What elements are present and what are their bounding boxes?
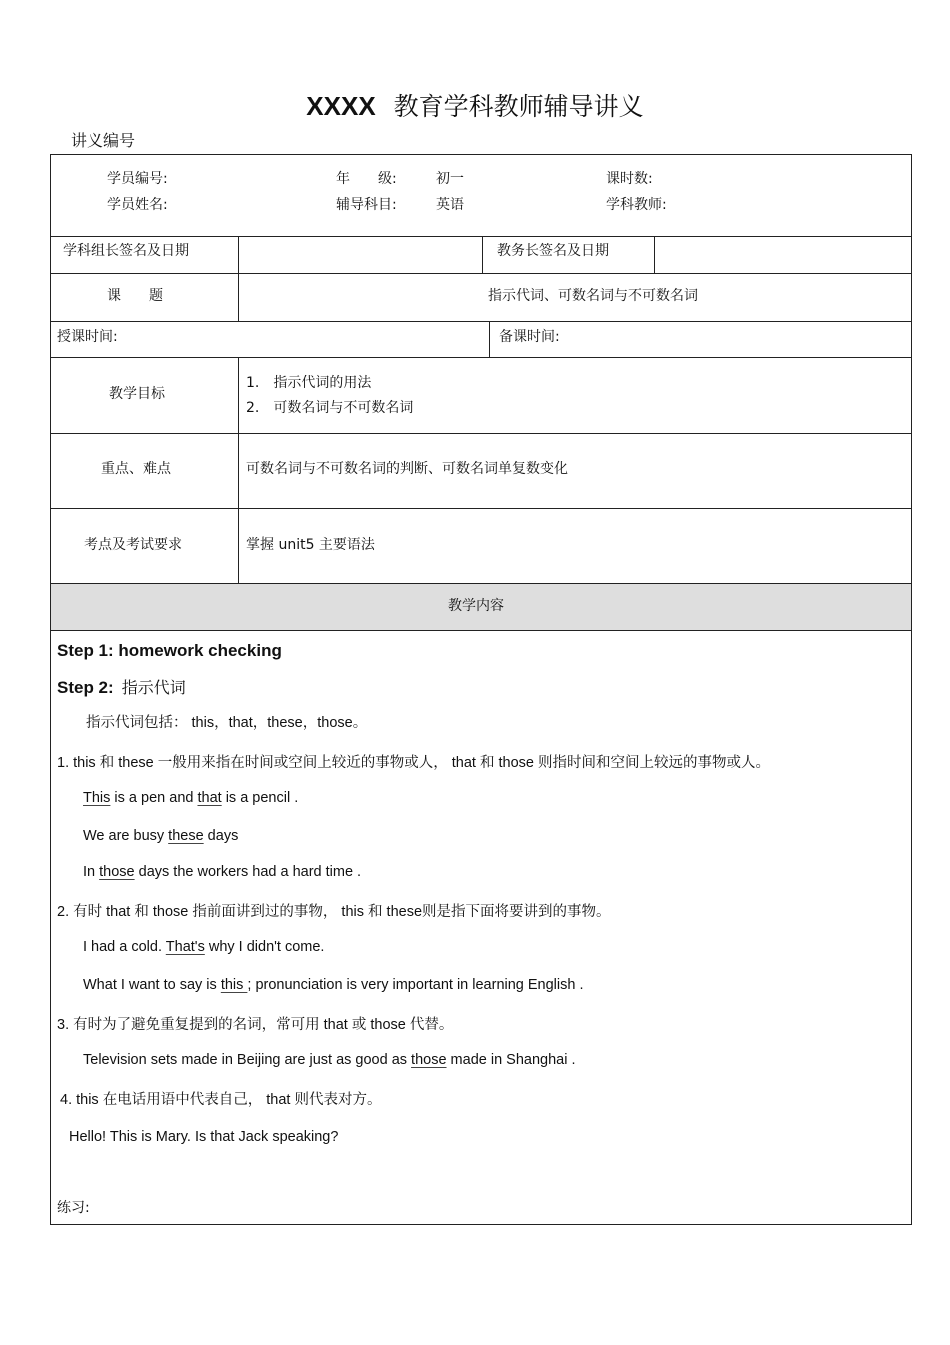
grade-value: 初一 <box>436 171 464 187</box>
title-brand: XXXX <box>306 91 376 121</box>
table-divider <box>50 583 912 584</box>
table-col-divider <box>482 236 483 274</box>
intro-text: 指示代词包括： this，that，these，those。 <box>86 715 368 731</box>
rule-4: 4. this 在电话用语中代表自己， that 则代表对方。 <box>60 1092 382 1108</box>
step2-sep: : <box>108 678 114 697</box>
example-line: We are busy these days <box>83 828 239 844</box>
step1-heading: Step 1: homework checking <box>57 641 282 660</box>
goal-label: 教学目标 <box>109 386 165 402</box>
rule-3: 3. 有时为了避免重复提到的名词，常可用 that 或 those 代替。 <box>57 1017 454 1033</box>
goal-item: 1. 指示代词的用法 <box>246 375 372 391</box>
table-divider <box>50 630 912 631</box>
table-divider <box>50 433 912 434</box>
rule-2: 2. 有时 that 和 those 指前面讲到过的事物， this 和 these则是指下面将要讲到的事物。 <box>57 904 611 920</box>
step2-label: Step 2 <box>57 678 109 697</box>
example-line: What I want to say is this ; pronunciation is very important in learning English . <box>83 977 584 993</box>
step2-title: 指示代词 <box>121 678 186 697</box>
student-name-label: 学员姓名: <box>107 197 168 213</box>
key-value: 可数名词与不可数名词的判断、可数名词单复数变化 <box>246 461 568 477</box>
table-col-divider <box>238 357 239 584</box>
topic-value: 指示代词、可数名词与不可数名词 <box>488 288 698 304</box>
exam-value: 掌握 unit5 主要语法 <box>246 537 375 553</box>
table-divider <box>50 357 912 358</box>
table-divider <box>50 236 912 237</box>
grade-label: 年 级: <box>336 171 397 187</box>
prep-time-label: 备课时间: <box>499 329 560 345</box>
subject-value: 英语 <box>436 197 464 213</box>
step2-heading <box>57 678 186 699</box>
teach-time-label: 授课时间: <box>57 329 118 345</box>
example-line: In those days the workers had a hard time . <box>83 864 362 880</box>
example-line: Television sets made in Beijing are just as good as those made in Shanghai . <box>83 1052 576 1068</box>
doc-number-label: 讲义编号 <box>71 131 136 150</box>
page-title <box>0 88 950 125</box>
title-text: 教育学科教师辅导讲义 <box>393 92 644 121</box>
student-no-label: 学员编号: <box>107 171 168 187</box>
key-label: 重点、难点 <box>101 461 171 477</box>
table-col-divider <box>238 236 239 322</box>
table-divider <box>50 321 912 322</box>
hours-label: 课时数: <box>606 171 653 187</box>
example-line: Hello! This is Mary. Is that Jack speaking? <box>69 1129 339 1145</box>
table-divider <box>50 273 912 274</box>
subject-label: 辅导科目: <box>336 197 397 213</box>
table-col-divider <box>489 321 490 358</box>
dean-sign-label: 教务长签名及日期 <box>497 243 609 259</box>
exam-label: 考点及考试要求 <box>84 537 182 553</box>
example-line: This is a pen and that is a pencil . <box>83 790 299 806</box>
topic-label: 课 题 <box>107 288 163 304</box>
goal-item: 2. 可数名词与不可数名词 <box>246 400 414 416</box>
table-divider <box>50 508 912 509</box>
example-line: I had a cold. That's why I didn't come. <box>83 939 325 955</box>
rule-1: 1. this 和 these 一般用来指在时间或空间上较近的事物或人， that 和 those 则指时间和空间上较远的事物或人。 <box>57 755 771 771</box>
content-header: 教学内容 <box>448 598 504 614</box>
leader-sign-label: 学科组长签名及日期 <box>63 243 189 259</box>
practice-label: 练习: <box>57 1200 90 1216</box>
table-col-divider <box>654 236 655 274</box>
teacher-label: 学科教师: <box>606 197 667 213</box>
